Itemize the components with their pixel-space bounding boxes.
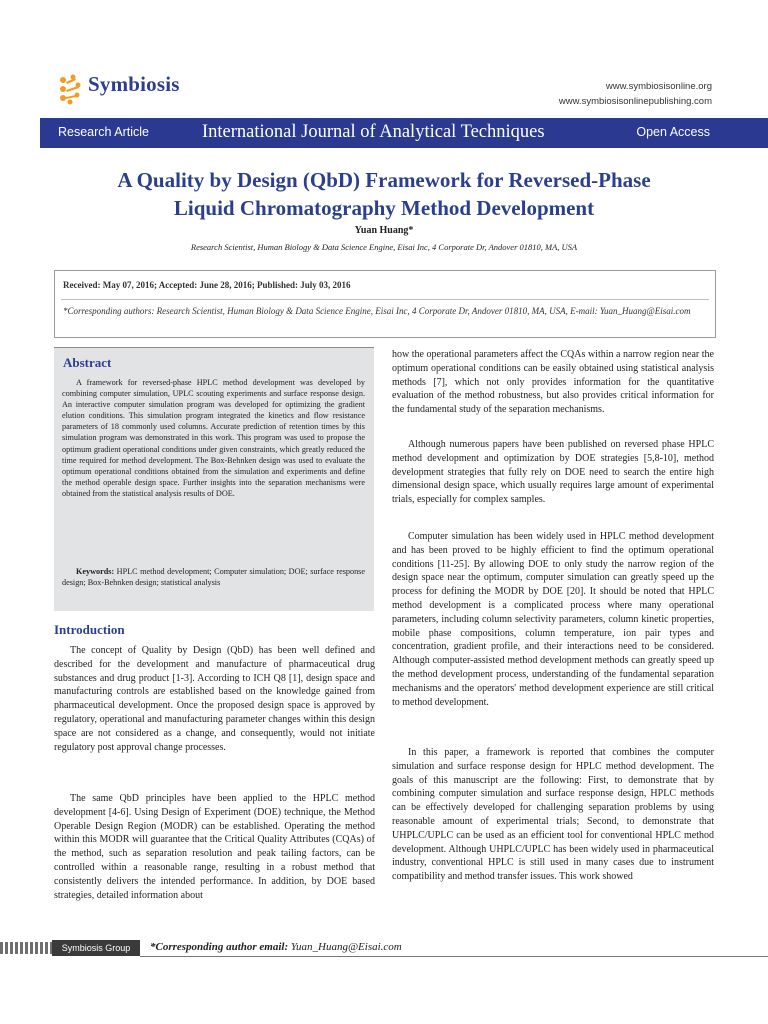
abstract-heading: Abstract xyxy=(63,355,112,370)
keywords-label: Keywords: xyxy=(76,567,115,576)
footer-group-label: Symbiosis Group xyxy=(52,940,140,956)
author-affiliation: Research Scientist, Human Biology & Data Science Engine, Eisai Inc, 4 Corporate Dr, Andover 01810, MA, USA xyxy=(190,242,578,252)
introduction-heading: Introduction xyxy=(54,622,125,637)
info-divider xyxy=(61,299,709,300)
publishing-url-link[interactable]: www.symbiosisonlinepublishing.com xyxy=(558,96,712,107)
page-header xyxy=(0,0,768,118)
right-paragraph-3: Computer simulation has been widely used in HPLC method development and has been proved to be highly efficient to find the optimum operational conditions [11-25]. By allowing DOE to only study the narrow region of the design space near the optimum, computer simulation can greatly speed up the process for defining the MODR by DOE [20]. It should be noted that HPLC method development is a complicated process where many operational parameters, including column selectivity parameters, column kinetic properties, mobile phase compositions, column temperature, ion pair types and concentration, gradient profile, and their interactions need to be considered. Although computer-assisted method development methods can greatly speed up the method development process, understanding of the fundamental separation mechanisms and the operators' method development experience are still critical to method development. xyxy=(392,531,714,708)
corresponding-author-info: *Corresponding authors: Research Scientist, Human Biology & Data Science Engine, Eisai Inc, 4 Corporate Dr, Andover 01810, MA, USA, E-mail: Yuan_Huang@Eisai.com xyxy=(63,306,691,316)
article-info-box xyxy=(54,270,716,338)
footer-email-label: *Corresponding author email: xyxy=(150,941,289,953)
publication-dates: Received: May 07, 2016; Accepted: June 28, 2016; Published: July 03, 2016 xyxy=(63,280,351,290)
article-type: Research Article xyxy=(58,125,150,139)
publisher-name: Symbiosis xyxy=(88,72,180,96)
journal-title: International Journal of Analytical Techniques xyxy=(202,122,545,142)
right-paragraph-1: how the operational parameters affect the CQAs within a narrow region near the optimum operational conditions can be easily obtained using statistical analysis methods [7], which not only provides information for the quantitative evaluation of the method robustness, but also provides critical information for the fundamental study of the separation mechanisms. xyxy=(392,349,714,416)
author-name: Yuan Huang* xyxy=(354,225,414,236)
right-paragraph-4: In this paper, a framework is reported that combines the computer simulation and surface response design for HPLC method development. The goals of this manuscript are the following: First, to demonstrate that by combining computer simulation and surface response design, HPLC methods can be effectively developed for challenging separation problems by using reasonable amount of experimental trials; Second, to demonstrate that UHPLC/UPLC can be used as an efficient tool for conventional HPLC method development. Although UHPLC/UPLC has been widely used in pharmaceutical industry, conventional HPLC is still used in many cases due to instrument compatibility and method transfer issues. This work showed xyxy=(392,747,714,883)
open-access-label: Open Access xyxy=(636,125,710,139)
intro-paragraph-1: The concept of Quality by Design (QbD) has been well defined and described for the development and manufacture of pharmaceutical drug substances and drug product [1-3]. According to ICH Q8 [1], design space and manufacturing controls are established based on the knowledge gained from pharmaceutical development. Once the proposed design space is approved by regulatory, operational and manufacturing parameter changes within this design space are not considered as a change, and consequently, would not initiate regulatory post approval change processes. xyxy=(54,645,375,753)
keywords xyxy=(62,566,365,588)
title-line-1: A Quality by Design (QbD) Framework for Reversed-Phase xyxy=(117,168,651,192)
footer-stripes xyxy=(0,942,60,954)
footer-divider xyxy=(140,956,768,957)
footer-email-link[interactable]: Yuan_Huang@Eisai.com xyxy=(288,941,402,953)
footer-email xyxy=(150,941,402,953)
title-line-2: Liquid Chromatography Method Development xyxy=(173,196,595,220)
abstract-box xyxy=(54,347,374,611)
publisher-url-link[interactable]: www.symbiosisonline.org xyxy=(605,81,712,92)
abstract-text: A framework for reversed-phase HPLC method development was developed by combining computer simulation, UPLC scouting experiments and surface response design. An interactive computer simulation program was developed for optimizing the gradient elution conditions. This simulation program integrated the kinetics and flow resistance parameters of 18 commonly used columns. Accurate prediction of retention times by this simulation program was demonstrated in this work. This program was used to propose the optimum gradient operational conditions under given constraints, which greatly reduced the time required for method development. The Box-Behnken design was used to evaluate the optimum operational conditions obtained from the simulation and experiments and define the method operable design space. Further insights into the separation mechanisms were obtained from the statistical analysis results of DOE. xyxy=(62,378,365,498)
intro-paragraph-2: The same QbD principles have been applied to the HPLC method development [4-6]. Using Design of Experiment (DOE) technique, the Method Operable Design Region (MODR) can be established. Operating the method within this MODR will guarantee that the Critical Quality Attributes (CQAs) of the method, such as separation resolution and peak tailing factors, can be controlled within a reasonable range, resulting in a robust method that consistently delivers the intended performance. In addition, by DOE based strategies, detailed information about xyxy=(54,793,375,901)
paper-title xyxy=(40,166,728,222)
publisher-urls xyxy=(559,79,712,109)
keywords-text: HPLC method development; Computer simulation; DOE; surface response design; Box-Behnken design; statistical analysis xyxy=(62,567,365,588)
right-paragraph-2: Although numerous papers have been published on reversed phase HPLC method development and optimization by DOE strategies [5,8-10], method development strategies that fully rely on DOE need to search the entire high dimensional design space, which usually requires large amount of experimental trials, especially for complex samples. xyxy=(392,439,714,506)
journal-banner xyxy=(40,118,768,148)
symbiosis-logo-icon xyxy=(54,72,90,108)
